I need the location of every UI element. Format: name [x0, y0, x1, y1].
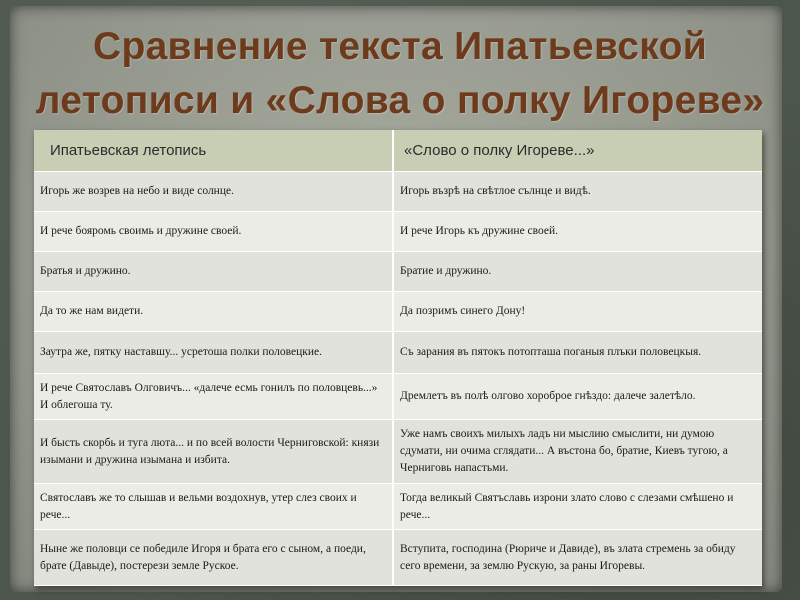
ipatiev-cell: Святославъ же то слышав и вельми воздохнув, утер слез своих и рече...	[34, 484, 394, 529]
comparison-table	[34, 130, 762, 586]
igor-tale-cell: Братие и дружино.	[400, 265, 492, 277]
table-header-row	[34, 130, 762, 172]
igor-tale-cell: Тогда великый Святъславь изрони злато слово с слезами смѣшено и рече...	[400, 491, 734, 521]
igor-tale-cell: Дремлетъ въ полѣ олгово хороброе гнѣздо: далече залетѣло.	[400, 390, 696, 402]
header-igor-tale: «Слово о полку Игореве...»	[404, 142, 595, 159]
igor-tale-cell: Игорь възрѣ на свѣтлое сълнце и видѣ.	[400, 185, 591, 197]
table-row	[34, 332, 762, 374]
table-row	[34, 420, 762, 484]
igor-tale-cell: И рече Игорь къ дружине своей.	[400, 225, 559, 237]
ipatiev-cell: Игорь же возрев на небо и виде солнце.	[34, 172, 394, 211]
ipatiev-cell: И рече Святославъ Олговичъ... «далече есмь гонилъ по половцевь...» И облегоша ту.	[34, 374, 394, 419]
ipatiev-cell: Братья и дружино.	[34, 252, 394, 291]
table-row	[34, 252, 762, 292]
table-row	[34, 530, 762, 586]
ipatiev-cell: Да то же нам видети.	[34, 292, 394, 331]
igor-tale-cell: Уже намъ своихъ милыхъ ладъ ни мыслию смыслити, ни думою сдумати, ни очима сглядати... А въстона бо, братие, Киевъ тугою, а Черниговь напастьми.	[400, 428, 728, 474]
igor-tale-cell: Съ зарания въ пятокъ потопташа поганыя плъки половецкыя.	[400, 346, 702, 358]
table-row	[34, 484, 762, 530]
table-row	[34, 172, 762, 212]
table-row	[34, 292, 762, 332]
title-line-2: летописи и «Слова о полку Игореве»	[35, 79, 765, 122]
ipatiev-cell: И рече бояромь своимь и дружине своей.	[34, 212, 394, 251]
ipatiev-cell: Ныне же половци се победиле Игоря и брата его с сыном, а поеди, брате (Давыде), постерези земле Руское.	[34, 530, 394, 585]
table-row	[34, 374, 762, 420]
igor-tale-cell: Вступита, господина (Рюриче и Давиде), въ злата стремень за обиду сего времени, за землю Рускую, за раны Игоревы.	[400, 542, 736, 572]
ipatiev-cell: Заутра же, пятку наставшу... усретоша полки половецкие.	[34, 332, 394, 373]
ipatiev-cell: И бысть скорбь и туга люта... и по всей волости Черниговской: князи изымани и дружина изымана и избита.	[34, 420, 394, 483]
header-ipatiev-chronicle: Ипатьевская летопись	[34, 130, 394, 171]
slide-title	[30, 20, 770, 128]
title-line-1: Сравнение текста Ипатьевской	[92, 25, 707, 68]
igor-tale-cell: Да позримъ синего Дону!	[400, 305, 526, 317]
table-row	[34, 212, 762, 252]
